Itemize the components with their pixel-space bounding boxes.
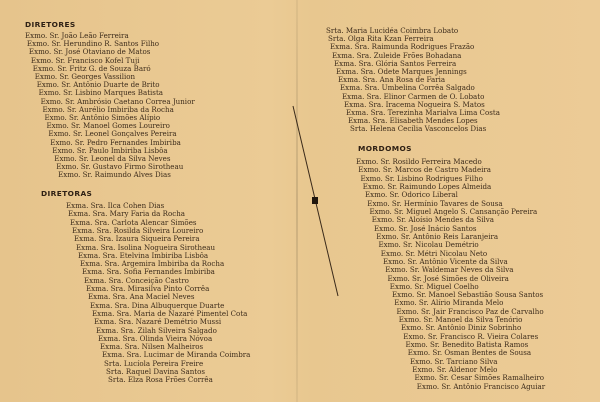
name-entry: Exma. Sra. Zuleide Frões Bohadana [332, 50, 462, 60]
name-entry: Exmo. Sr. Benedito Batista Ramos [405, 340, 529, 349]
name-entry: Exma. Sra. Elisabeth Mendes Lopes [348, 116, 478, 126]
name-entry: Exmo. Sr. Herundino R. Santos Filho [26, 39, 160, 49]
name-entry: Exma. Sra. Ana Maciel Neves [88, 292, 195, 302]
name-entry: Exma. Sra. Odete Marques Jennings [336, 67, 467, 76]
name-entry: Exma. Sra. Mary Faria da Rocha [68, 209, 186, 219]
name-entry: Exmo. Sr. Hermínio Tavares de Sousa [367, 198, 503, 208]
name-entry: Exma. Sra. Raimunda Rodrigues Frazão [330, 42, 475, 52]
name-entry: Srta. Maria Lucidéa Coimbra Lobato [326, 26, 459, 35]
name-entry: Exmo. Sr. Jair Francisco Paz de Carvalho [396, 306, 544, 316]
name-entry: Exmo. Sr. João Leão Ferreira [25, 31, 129, 40]
heading-diretores: DIRETORES [25, 20, 76, 29]
name-entry: Srta. Raquel Davina Santos [106, 367, 206, 376]
name-entry: Exmo. Sr. Rosildo Ferreira Macedo [356, 157, 482, 166]
name-entry: Exma. Sra. Terezinha Marialva Lima Costa [346, 108, 500, 117]
name-entry: Exmo. Sr. Lisbino Rodrigues Filho [360, 173, 483, 183]
name-entry: Exmo. Sr. Manoel da Silva Tenório [398, 315, 523, 325]
name-entry: Exma. Sra. Rosilda Silveira Loureiro [72, 225, 204, 235]
name-entry: Exma. Sra. Dina Albuquerque Duarte [90, 300, 225, 310]
name-entry: Srta. Helena Cecília Vasconcelos Dias [350, 124, 487, 134]
name-entry: Exma. Sra. Sofia Fernandes Imbiriba [82, 267, 215, 277]
name-entry: Exma. Sra. Ana Rosa de Faria [338, 75, 446, 85]
name-entry: Exma. Sra. Carlota Alencar Simões [70, 217, 197, 227]
name-entry: Exmo. Sr. Paulo Imbiriba Lisbôa [52, 145, 168, 155]
name-entry: Exmo. Sr. Fritz G. de Souza Baró [32, 63, 151, 73]
name-entry: Exmo. Sr. Raimundo Lopes Almeida [362, 182, 492, 191]
name-entry: Exmo. Sr. Manoel Gomes Loureiro [46, 121, 170, 131]
name-entry: Exmo. Sr. Osman Bentes de Sousa [407, 348, 532, 358]
name-entry: Exma. Sra. Olinda Vieira Nóvoa [98, 333, 213, 343]
name-entry: Exmo. Sr. Odorico Liberal [365, 190, 458, 200]
name-entry: Exmo. Sr. Francisco Kofel Tuji [30, 55, 140, 65]
name-entry: Exma. Sra. Argemira Imbiriba da Rocha [80, 259, 225, 269]
name-entry: Exma. Sra. Elinor Carmen de O. Lobato [342, 91, 485, 101]
name-entry: Exmo. Sr. Antônio Diniz Sobrinho [401, 323, 522, 333]
name-entry: Exmo. Sr. Ambrósio Caetano Correa Junior [40, 96, 195, 106]
name-entry: Exma. Sra. Izaura Siqueira Pereira [74, 234, 200, 244]
name-entry: Exmo. Sr. Aldenor Melo [412, 365, 498, 374]
name-entry: Exmo. Sr. Manoel Sebastião Sousa Santos [392, 290, 544, 300]
name-entry: Exmo. Sr. Antônio Simões Alípio [44, 113, 161, 122]
name-entry: Exma. Sra. Umbelina Corrêa Salgado [340, 83, 475, 93]
name-entry: Exmo. Sr. Raimundo Alves Dias [58, 170, 171, 180]
name-entry: Exmo. Sr. José Simões de Oliveira [387, 273, 509, 283]
name-entry: Exmo. Sr. José Otaviano de Matos [28, 47, 151, 57]
name-entry: Exma. Sra. Nazaré Demétrio Mussi [94, 317, 222, 327]
name-entry: Exma. Sra. Lucimar de Miranda Coimbra [102, 350, 251, 360]
name-entry: Exmo. Sr. Francisco R. Vieira Colares [403, 331, 539, 341]
name-entry: Exmo. Sr. Gustavo Firmo Sirotheau [56, 162, 184, 172]
name-entry: Exmo. Sr. Métri Nicolau Neto [380, 248, 488, 258]
name-entry: Exma. Sra. Zilah Silveira Salgado [96, 325, 217, 335]
name-entry: Exma. Sra. Isolina Nogueira Sirotheau [76, 242, 216, 252]
name-entry: Srta. Olga Rita Kzan Ferreira [328, 34, 434, 44]
name-entry: Exmo. Sr. Alírio Miranda Melo [394, 298, 504, 308]
name-entry: Exmo. Sr. Georges Vassilion [34, 72, 136, 81]
name-entry: Exmo. Sr. Antônio Duarte de Brito [36, 80, 160, 90]
name-entry: Srta. Lucíola Pereira Freire [104, 358, 204, 368]
heading-diretoras: DIRETORAS [41, 189, 93, 198]
name-entry: Exma. Sra. Iracema Nogueira S. Matos [344, 99, 485, 109]
name-entry: Exmo. Sr. José Inácio Santos [374, 223, 477, 233]
center-divider [286, 100, 346, 300]
name-entry: Exma. Sra. Nilsen Malheiros [100, 342, 204, 352]
name-entry: Exmo. Sr. Antônio Francisco Aguiar [416, 381, 546, 391]
name-entry: Exmo. Sr. Tarciano Silva [410, 356, 498, 366]
divider-mark [312, 197, 318, 204]
name-entry: Exmo. Sr. Miguel Coelho [389, 281, 479, 291]
name-entry: Exmo. Sr. Marcos de Castro Madeira [358, 165, 492, 175]
name-entry: Exmo. Sr. Waldemar Neves da Silva [385, 265, 514, 275]
name-entry: Exma. Sra. Etelvina Imbiriba Lisbôa [78, 250, 209, 260]
name-entry: Exma. Sra. Ilca Cohen Dias [66, 201, 165, 210]
name-entry: Exmo. Sr. Antônio Reis Laranjeira [376, 231, 499, 241]
name-entry: Exma. Sra. Conceição Castro [84, 275, 189, 285]
name-entry: Exma. Sra. Mirasilva Pinto Corrêa [86, 284, 210, 293]
name-entry: Exmo. Sr. Aurélio Imbiriba da Rocha [42, 104, 174, 114]
name-entry: Exmo. Sr. Aloísio Mendes da Silva [371, 215, 495, 225]
name-entry: Exmo. Sr. Pedro Fernandes Imbiriba [50, 137, 181, 147]
name-entry: Exmo. Sr. Antônio Vicente da Silva [383, 256, 508, 266]
name-entry: Exmo. Sr. Nicolau Demétrio [378, 240, 479, 250]
heading-mordomos: MORDOMOS [358, 144, 412, 153]
name-entry: Exma. Sra. Maria de Nazaré Pimentel Cota [92, 308, 248, 318]
name-entry: Srta. Elza Rosa Frões Corrêa [108, 375, 213, 385]
name-entry: Exmo. Sr. Leonel Gonçalves Pereira [48, 129, 177, 139]
name-entry: Exmo. Sr. Leonel da Silva Neves [54, 154, 171, 163]
name-entry: Exma. Sra. Glória Santos Ferreira [334, 58, 457, 68]
name-entry: Exmo. Sr. Cesar Simões Ramalheiro [414, 373, 545, 383]
name-entry: Exmo. Sr. Lisbino Marques Batista [38, 88, 164, 98]
name-entry: Exmo. Sr. Miguel Angelo S. Cansanção Pereira [369, 206, 538, 216]
